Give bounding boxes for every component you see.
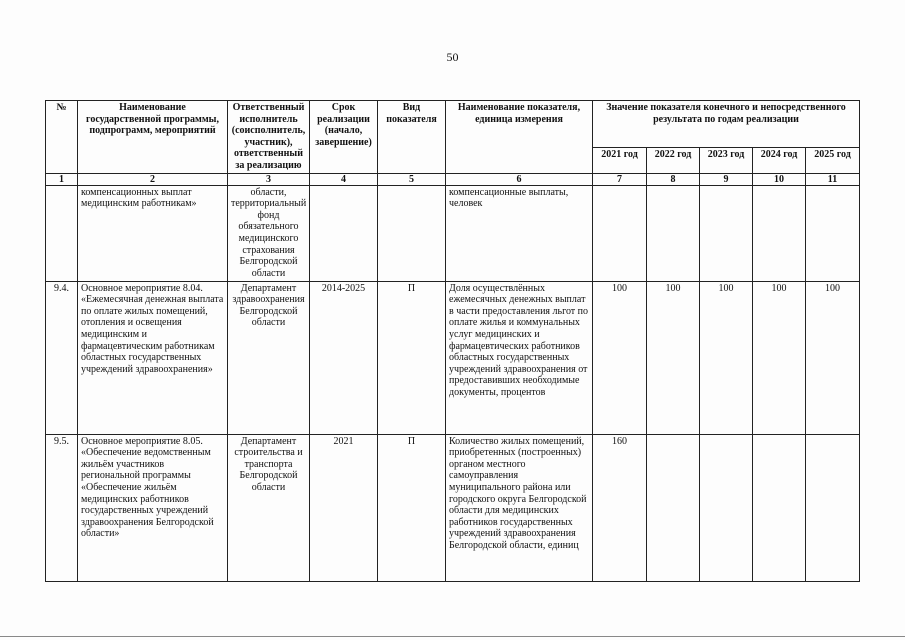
row-period: 2014-2025 xyxy=(310,281,378,434)
header-values-group: Значение показателя конечного и непосредственного результата по годам реализации xyxy=(593,101,860,148)
column-number: 10 xyxy=(753,173,806,185)
table-row xyxy=(46,281,860,434)
header-type: Вид показателя xyxy=(378,101,446,174)
row-value-2024 xyxy=(753,434,806,581)
column-number: 2 xyxy=(78,173,228,185)
row-value-2024 xyxy=(753,185,806,281)
column-number: 9 xyxy=(700,173,753,185)
row-type: П xyxy=(378,281,446,434)
page-number: 50 xyxy=(446,50,459,64)
row-value-2025: 100 xyxy=(806,281,860,434)
row-value-2021: 100 xyxy=(593,281,647,434)
row-value-2021 xyxy=(593,185,647,281)
row-value-2021: 160 xyxy=(593,434,647,581)
row-type xyxy=(378,185,446,281)
header-row xyxy=(46,101,860,148)
column-number: 4 xyxy=(310,173,378,185)
header-year: 2023 год xyxy=(700,147,753,173)
row-responsible: Департамент здравоохранения Белгородской области xyxy=(228,281,310,434)
row-num: 9.5. xyxy=(46,434,78,581)
column-number: 1 xyxy=(46,173,78,185)
row-indicator: компенсационные выплаты, человек xyxy=(446,185,593,281)
row-period: 2021 xyxy=(310,434,378,581)
header-name: Наименование государственной программы, подпрограмм, мероприятий xyxy=(78,101,228,174)
header-indicator: Наименование показателя, единица измерения xyxy=(446,101,593,174)
row-value-2022: 100 xyxy=(647,281,700,434)
row-name: Основное мероприятие 8.05. «Обеспечение ведомственным жильём участников региональной программы «Обеспечение жильём медицинских работников государственных учреждений здравоохранения Белгородской области» xyxy=(78,434,228,581)
row-value-2023 xyxy=(700,434,753,581)
header-period: Срок реализации (начало, завершение) xyxy=(310,101,378,174)
column-numbers-row xyxy=(46,173,860,185)
column-number: 11 xyxy=(806,173,860,185)
header-year: 2022 год xyxy=(647,147,700,173)
row-value-2025 xyxy=(806,185,860,281)
row-value-2023: 100 xyxy=(700,281,753,434)
header-responsible: Ответственный исполнитель (соисполнитель, участник), ответственный за реализацию xyxy=(228,101,310,174)
scan-edge-line xyxy=(0,636,905,637)
column-number: 8 xyxy=(647,173,700,185)
row-num xyxy=(46,185,78,281)
header-year: 2025 год xyxy=(806,147,860,173)
row-value-2023 xyxy=(700,185,753,281)
row-name: компенсационных выплат медицинским работникам» xyxy=(78,185,228,281)
header-year: 2021 год xyxy=(593,147,647,173)
row-value-2022 xyxy=(647,434,700,581)
row-responsible: области, территориальный фонд обязательного медицинского страхования Белгородской области xyxy=(228,185,310,281)
row-responsible: Департамент строительства и транспорта Белгородской области xyxy=(228,434,310,581)
column-number: 5 xyxy=(378,173,446,185)
column-number: 6 xyxy=(446,173,593,185)
row-indicator: Количество жилых помещений, приобретенных (построенных) органом местного самоуправления муниципального района или городского округа Белгородской области для медицинских работников государственных учреждений здравоохранения Белгородской области, единиц xyxy=(446,434,593,581)
row-name: Основное мероприятие 8.04. «Ежемесячная денежная выплата по оплате жилых помещений, отопления и освещения медицинским и фармацевтическим работникам областных государственных учреждений здравоохранения» xyxy=(78,281,228,434)
row-value-2024: 100 xyxy=(753,281,806,434)
row-value-2022 xyxy=(647,185,700,281)
header-num: № xyxy=(46,101,78,174)
row-indicator: Доля осуществлённых ежемесячных денежных выплат в части предоставления льгот по оплате жилья и коммунальных услуг медицинских и фармацевтических работников областных государственных учреждений здравоохранения от предоставивших необходимые документы, процентов xyxy=(446,281,593,434)
header-year: 2024 год xyxy=(753,147,806,173)
row-type: П xyxy=(378,434,446,581)
table-row xyxy=(46,185,860,281)
row-period xyxy=(310,185,378,281)
column-number: 3 xyxy=(228,173,310,185)
program-table xyxy=(45,100,860,582)
row-num: 9.4. xyxy=(46,281,78,434)
column-number: 7 xyxy=(593,173,647,185)
row-value-2025 xyxy=(806,434,860,581)
table-row xyxy=(46,434,860,581)
